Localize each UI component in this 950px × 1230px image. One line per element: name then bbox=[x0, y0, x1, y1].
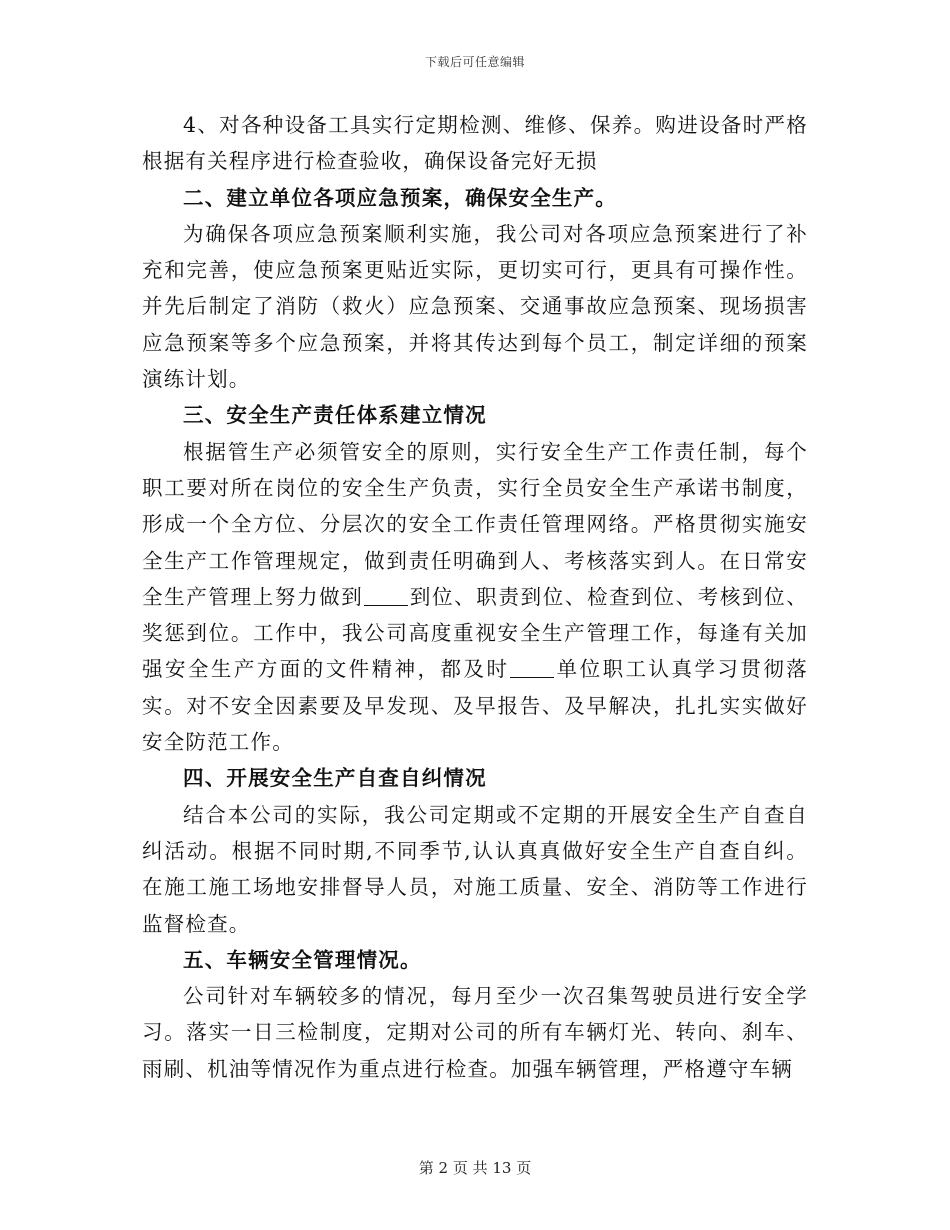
paragraph-text-part-a: 根据管生产必须管安全的原则，实行安全生产工作责任制，每个职工要对所在岗位的安全生产负责，实行全员安全生产承诺书制度，形成一个全方位、分层次的安全工作责任管理网络。严格贯彻实施安全生产工作管理规定，做到责任明确到人、考核落实到人。在日常安全生产管理上努力做到 bbox=[142, 439, 808, 609]
document-body bbox=[142, 107, 808, 1087]
blank-underline bbox=[364, 584, 408, 606]
paragraph-self-inspection: 结合本公司的实际，我公司定期或不定期的开展安全生产自查自纠活动。根据不同时期,不同季节,认认真真做好安全生产自查自纠。在施工施工场地安排督导人员，对施工质量、安全、消防等工作进行监督检查。 bbox=[142, 802, 808, 936]
blank-underline bbox=[510, 657, 554, 679]
paragraph-equipment-maintenance: 4、对各种设备工具实行定期检测、维修、保养。购进设备时严格根据有关程序进行检查验收，确保设备完好无损 bbox=[142, 113, 808, 174]
paragraph-responsibility-system bbox=[142, 434, 808, 761]
paragraph-text-part-c: 单位职工认真学习贯彻落实。对不安全因素要及早发现、及早报告、及早解决，扎扎实实做好安全防范工作。 bbox=[142, 657, 808, 755]
paragraph-text-part-b: 到位、职责到位、检查到位、考核到位、奖惩到位。工作中，我公司高度重视安全生产管理工作，每逢有关加强安全生产方面的文件精神，都及时 bbox=[142, 584, 809, 682]
page-header-note: 下载后可任意编辑 bbox=[424, 55, 525, 69]
section-heading-2: 二、建立单位各项应急预案，确保安全生产。 bbox=[183, 185, 617, 210]
section-heading-4: 四、开展安全生产自查自纠情况 bbox=[183, 766, 487, 791]
page-number-footer: 第 2 页 共 13 页 bbox=[418, 1159, 532, 1177]
section-heading-5: 五、车辆安全管理情况。 bbox=[183, 947, 422, 972]
paragraph-vehicle-safety: 公司针对车辆较多的情况，每月至少一次召集驾驶员进行安全学习。落实一日三检制度，定期对公司的所有车辆灯光、转向、刹车、雨刷、机油等情况作为重点进行检查。加强车辆管理，严格遵守车辆 bbox=[142, 984, 808, 1081]
paragraph-emergency-plans: 为确保各项应急预案顺利实施，我公司对各项应急预案进行了补充和完善，使应急预案更贴近实际，更切实可行，更具有可操作性。并先后制定了消防（救火）应急预案、交通事故应急预案、现场损害应急预案等多个应急预案，并将其传达到每个员工，制定详细的预案演练计划。 bbox=[142, 221, 808, 392]
section-heading-3: 三、安全生产责任体系建立情况 bbox=[183, 403, 487, 428]
